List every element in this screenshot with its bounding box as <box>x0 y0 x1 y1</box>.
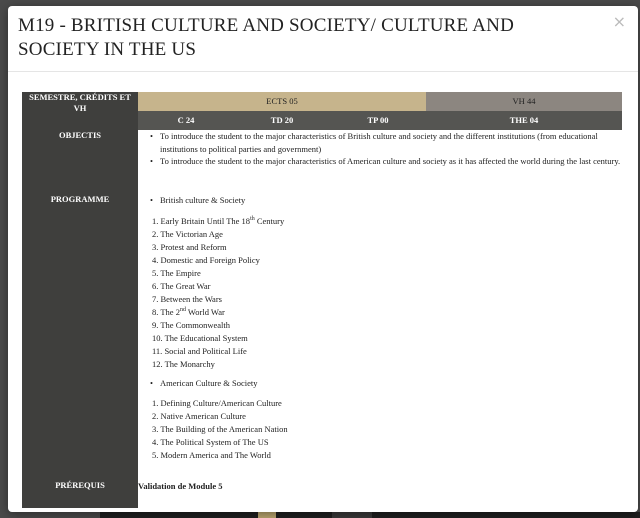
topic-text: Native American Culture <box>160 411 246 421</box>
topic-item <box>152 228 622 241</box>
topic-number: 3. <box>152 241 159 252</box>
topic-item <box>152 449 622 462</box>
topic-text: The Great War <box>160 280 211 291</box>
prerequis-value: Validation de Module 5 <box>138 481 223 491</box>
topic-number: 4. <box>152 254 159 265</box>
american-heading-list <box>138 377 622 390</box>
british-topics-list <box>138 215 622 371</box>
objectifs-content <box>138 130 622 194</box>
objectifs-list <box>138 130 622 168</box>
topic-item <box>152 410 622 423</box>
topic-text: The Political System of The US <box>160 437 269 447</box>
topic-superscript: th <box>250 215 255 222</box>
topic-number: 9. <box>152 319 159 330</box>
topic-text: Protest and Reform <box>160 241 227 252</box>
topic-item <box>152 436 622 449</box>
topic-item <box>152 332 622 345</box>
programme-label: PROGRAMME <box>22 194 138 480</box>
topic-item <box>152 293 622 306</box>
american-topics-list <box>138 397 622 462</box>
course-modal <box>8 6 638 512</box>
topic-number: 11. <box>152 345 163 356</box>
american-heading: • American Culture & Society <box>160 377 622 390</box>
topic-text: Modern America and The World <box>160 450 271 460</box>
objectif-item: • To introduce the student to the major characteristics of British culture and society and the different institutions (from educational institutions to political parties and government) <box>160 130 622 155</box>
course-table <box>22 92 622 508</box>
topic-number: 1. <box>152 215 159 226</box>
modal-body <box>8 72 638 508</box>
topic-superscript: nd <box>179 306 186 313</box>
topic-number: 2. <box>152 228 159 239</box>
topic-item <box>152 241 622 254</box>
topic-text: The Victorian Age <box>160 228 223 239</box>
topic-item <box>152 358 622 371</box>
header-semestre: SEMESTRE, CRÉDITS ET VH <box>22 92 138 130</box>
background-chip-2 <box>332 512 372 518</box>
topic-number: 5. <box>152 267 159 278</box>
topic-item <box>152 267 622 280</box>
topic-text-suffix: World War <box>185 306 225 317</box>
topic-text: The Building of the American Nation <box>160 424 288 434</box>
c-cell: C 24 <box>138 111 234 130</box>
topic-number: 8. <box>152 306 159 317</box>
topic-item <box>152 215 622 228</box>
topic-text: Domestic and Foreign Policy <box>160 254 260 265</box>
topic-number: 7. <box>152 293 159 304</box>
british-heading: • British culture & Society <box>160 194 622 207</box>
topic-item <box>152 319 622 332</box>
topic-text: Defining Culture/American Culture <box>160 398 282 408</box>
topic-item <box>152 306 622 319</box>
topic-item <box>152 397 622 410</box>
topic-text: Between the Wars <box>160 293 222 304</box>
prerequis-label: PRÉREQUIS <box>22 480 138 508</box>
topic-number: 5. <box>152 450 159 460</box>
topic-text-suffix: Century <box>254 215 285 226</box>
topic-number: 4. <box>152 437 159 447</box>
topic-number: 12. <box>152 358 163 369</box>
topic-text: The Empire <box>160 267 201 278</box>
modal-header <box>8 6 638 72</box>
ects-cell: ECTS 05 <box>138 92 426 111</box>
topic-number: 2. <box>152 411 159 421</box>
topic-item <box>152 254 622 267</box>
topic-text: The Educational System <box>164 332 248 343</box>
topic-text: The Commonwealth <box>160 319 230 330</box>
topic-number: 3. <box>152 424 159 434</box>
background-taskbar <box>100 512 640 518</box>
the-cell: THE 04 <box>426 111 622 130</box>
topic-number: 6. <box>152 280 159 291</box>
topic-text: Social and Political Life <box>164 345 247 356</box>
topic-number: 10. <box>152 332 163 343</box>
topic-text: Early Britain Until The 18 <box>160 215 251 226</box>
background-chip <box>258 512 276 518</box>
topic-item <box>152 345 622 358</box>
vh-cell: VH 44 <box>426 92 622 111</box>
topic-item <box>152 423 622 436</box>
objectifs-label: OBJECTIS <box>22 130 138 194</box>
british-heading-list <box>138 194 622 207</box>
td-cell: TD 20 <box>234 111 330 130</box>
topic-number: 1. <box>152 398 159 408</box>
objectif-item: • To introduce the student to the major characteristics of American culture and society as it has affected the world during the last century. <box>160 155 622 168</box>
modal-title: M19 - BRITISH CULTURE AND SOCIETY/ CULTURE AND SOCIETY IN THE US <box>18 15 515 60</box>
topic-text: The Monarchy <box>164 358 215 369</box>
close-icon[interactable]: × <box>612 12 626 31</box>
topic-item <box>152 280 622 293</box>
topic-text: The 2 <box>160 306 180 317</box>
programme-content <box>138 194 622 480</box>
tp-cell: TP 00 <box>330 111 426 130</box>
